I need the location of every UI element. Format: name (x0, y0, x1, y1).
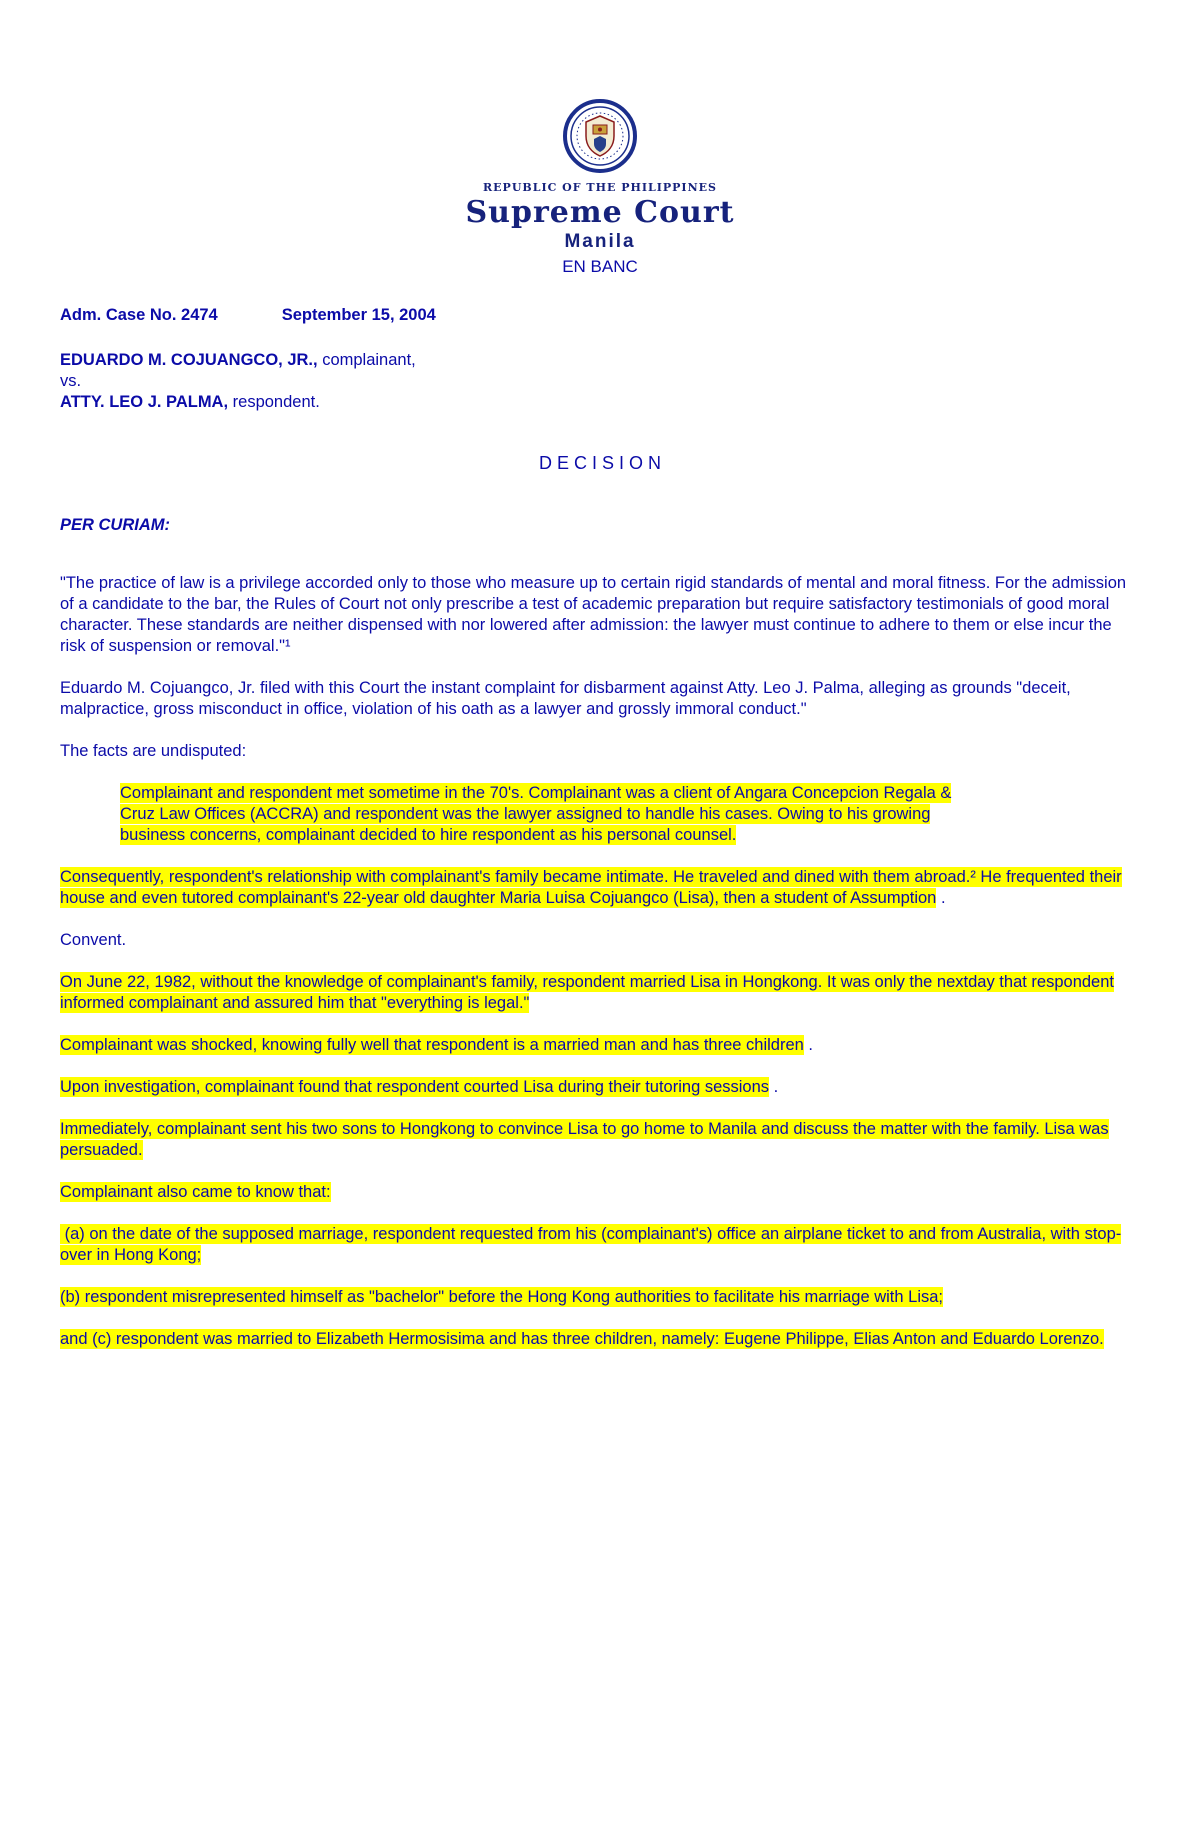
paragraph (60, 1182, 1140, 1203)
highlighted-text: Upon investigation, complainant found that respondent courted Lisa during their tutoring sessions (60, 1078, 770, 1096)
paragraph (60, 1119, 1140, 1161)
paragraph: "The practice of law is a privilege accorded only to those who measure up to certain rigid standards of mental and moral fitness. For the admission of a candidate to the bar, the Rules of Court not only prescribe a test of academic preparation but require satisfactory testimonials of good moral character. These standards are neither dispensed with nor lowered after admission: the lawyer must continue to adhere to them or else incur the risk of suspension or removal."¹ (60, 574, 1127, 655)
paragraph: Convent. (60, 931, 127, 949)
case-number-line (60, 305, 1140, 326)
paragraph (60, 972, 1140, 1014)
highlighted-text: (a) on the date of the supposed marriage, respondent requested from his (complainant's) office an airplane ticket to and from Australia, with stop-over in Hong Kong; (60, 1225, 1122, 1264)
paragraph (60, 1224, 1140, 1266)
paragraph: Consequently, respondent's relationship with complainant's family became intimate. He traveled and dined with them abroad.² He frequented their house and even tutored complainant's 22-year old daughter Maria Luisa Cojuangco (Lisa), then a student of Assumption . (60, 868, 1122, 907)
document-header (60, 98, 1140, 277)
highlighted-text: Complainant also came to know that: (60, 1183, 331, 1201)
highlighted-text: On June 22, 1982, without the knowledge of complainant's family, respondent married Lisa in Hongkong. It was only the nextday that respondent informed complainant and assured him that "everything is legal." (60, 973, 1114, 1012)
highlighted-text: Complainant was shocked, knowing fully well that respondent is a married man and has three children (60, 1036, 804, 1054)
highlighted-text: and (c) respondent was married to Elizabeth Hermosisima and has three children, namely: Eugene Philippe, Elias Anton and Eduardo Lorenzo. (60, 1330, 1104, 1348)
respondent-name: ATTY. LEO J. PALMA, (60, 393, 229, 411)
highlighted-text: Complainant and respondent met sometime in the 70's. Complainant was a client of Angara Concepcion Regala & Cruz Law Offices (ACCRA) and respondent was the lawyer assigned to handle his cases. Owing to his growing business concerns, complainant decided to hire respondent as his personal counsel. (120, 784, 952, 844)
supreme-court-seal-icon (562, 98, 638, 174)
respondent-role: respondent. (232, 393, 320, 411)
highlighted-text: Consequently, respondent's relationship with complainant's family became intimate. He traveled and dined with them abroad.² He frequented their house and even tutored complainant's 22-year old daughter Maria Luisa Cojuangco (Lisa), then a student of Assumption (60, 868, 1122, 907)
case-parties (60, 350, 1140, 413)
complainant-role: complainant, (322, 351, 416, 369)
paragraph: Eduardo M. Cojuangco, Jr. filed with this Court the instant complaint for disbarment against Atty. Leo J. Palma, alleging as grounds "deceit, malpractice, gross misconduct in office, violation of his oath as a lawyer and grossly immoral conduct." (60, 679, 1071, 718)
paragraph: Complainant was shocked, knowing fully well that respondent is a married man and has three children . (60, 1036, 813, 1054)
paragraph: The facts are undisputed: (60, 742, 247, 760)
document-body (60, 573, 1140, 1350)
republic-line: REPUBLIC OF THE PHILIPPINES (483, 181, 717, 194)
paragraph (60, 1329, 1140, 1350)
highlighted-text: Immediately, complainant sent his two sons to Hongkong to convince Lisa to go home to Manila and discuss the matter with the family. Lisa was persuaded. (60, 1120, 1109, 1159)
case-number: Adm. Case No. 2474 (60, 306, 218, 324)
case-info (60, 305, 1140, 413)
complainant-name: EDUARDO M. COJUANGCO, JR., (60, 351, 318, 369)
paragraph (60, 1287, 1140, 1308)
highlighted-text: (b) respondent misrepresented himself as "bachelor" before the Hong Kong authorities to facilitate his marriage with Lisa; (60, 1288, 944, 1306)
en-banc-label: EN BANC (562, 257, 638, 276)
per-curiam-label: PER CURIAM: (60, 516, 170, 534)
versus-label: vs. (60, 372, 82, 390)
court-city: Manila (564, 231, 636, 252)
paragraph (120, 783, 960, 846)
case-date: September 15, 2004 (281, 306, 436, 324)
decision-title: D E C I S I O N (538, 453, 662, 473)
court-name: Supreme Court (465, 195, 735, 230)
paragraph: Upon investigation, complainant found that respondent courted Lisa during their tutoring sessions . (60, 1078, 779, 1096)
